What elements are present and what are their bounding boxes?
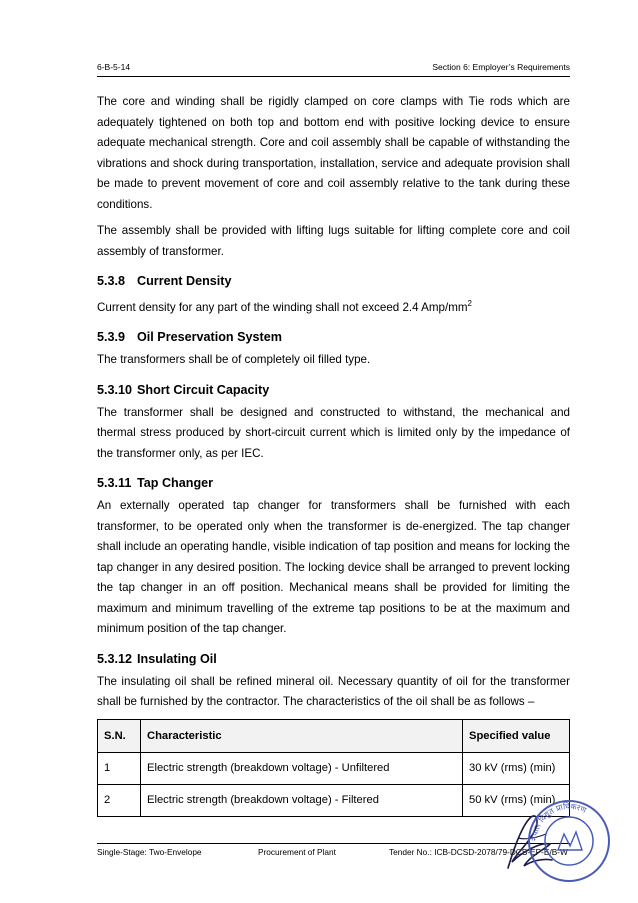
intro-paragraph: The assembly shall be provided with lifting lugs suitable for lifting complete core and coil assembly of transformer. <box>97 224 570 258</box>
intro-paragraph: The core and winding shall be rigidly clamped on core clamps with Tie rods which are adequately tightened on both top and bottom end with positive locking device to ensure adequate mechanical strength. Core and coil assembly shall be capable of withstanding the vibrations and shock during transportation, installation, service and adequate provision shall be made to prevent movement of core and coil assembly relative to the tank during these conditions. <box>97 95 570 211</box>
table-cell: 2 <box>98 784 141 816</box>
header-page-number: 6-B-5-14 <box>97 62 131 72</box>
table-header-cell: Specified value <box>463 719 570 752</box>
table-cell: Electric strength (breakdown voltage) - Filtered <box>141 784 463 816</box>
footer-tender-number: Tender No.: ICB-DCSD-2078/79-DCS-EP-E/B-W <box>389 847 568 857</box>
footer-procurement-type: Procurement of Plant <box>258 847 336 857</box>
table-cell: Electric strength (breakdown voltage) - Unfiltered <box>141 752 463 784</box>
oil-characteristics-table <box>97 719 570 817</box>
table-cell: 1 <box>98 752 141 784</box>
table-header-cell: S.N. <box>98 719 141 752</box>
footer-bid-type: Single-Stage: Two-Envelope <box>97 847 202 857</box>
page-header <box>97 62 570 76</box>
section-heading-short-circuit: 5.3.10 Short Circuit Capacity <box>97 382 270 397</box>
table-row <box>98 752 570 784</box>
header-divider <box>97 76 570 77</box>
section-heading-current-density: 5.3.8 Current Density <box>97 274 232 288</box>
section-text-oil-preservation: The transformers shall be of completely oil filled type. <box>97 353 371 367</box>
official-stamp <box>526 798 612 884</box>
section-text-tap-changer: An externally operated tap changer for transformers shall be furnished with each transformer, to be operated only when the transformer is de-energized. The tap changer shall include an operating handle, visible indication of tap position and means for locking the tap changer in any desired position. The locking device shall be arranged to prevent locking the tap changer in an off position. Mechanical means shall be provided for limiting the maximum and minimum travelling of the extreme tap positions to be at the maximum and minimum position of the tap changer. <box>97 499 570 636</box>
section-text-current-density: Current density for any part of the winding shall not exceed 2.4 Amp/$mm^2$ <box>97 299 472 314</box>
svg-text:नेपाल विद्युत प्राधिकरण <box>529 801 588 841</box>
section-text-short-circuit: The transformer shall be designed and constructed to withstand, the mechanical and thermal stress produced by short-circuit current which is limited only by the impedance of the transformer only, as per IEC. <box>97 405 570 460</box>
stamp-text: नेपाल विद्युत प्राधिकरण <box>529 801 588 842</box>
section-heading-insulating-oil: 5.3.12 Insulating Oil <box>97 651 217 666</box>
document-body <box>97 92 570 817</box>
table-header-cell: Characteristic <box>141 719 463 752</box>
header-section-title: Section 6: Employer’s Requirements <box>432 62 570 72</box>
table-cell: 50 kV (rms) (min) <box>463 784 570 816</box>
section-heading-tap-changer: 5.3.11 Tap Changer <box>97 476 214 491</box>
section-text-insulating-oil: The insulating oil shall be refined mineral oil. Necessary quantity of oil for the transformer shall be furnished by the contractor. The characteristics of the oil shall be as follows – <box>97 674 570 709</box>
table-cell: 30 kV (rms) (min) <box>463 752 570 784</box>
table-row <box>98 784 570 816</box>
table-header-row <box>98 719 570 752</box>
section-heading-oil-preservation: 5.3.9 Oil Preservation System <box>97 330 282 345</box>
